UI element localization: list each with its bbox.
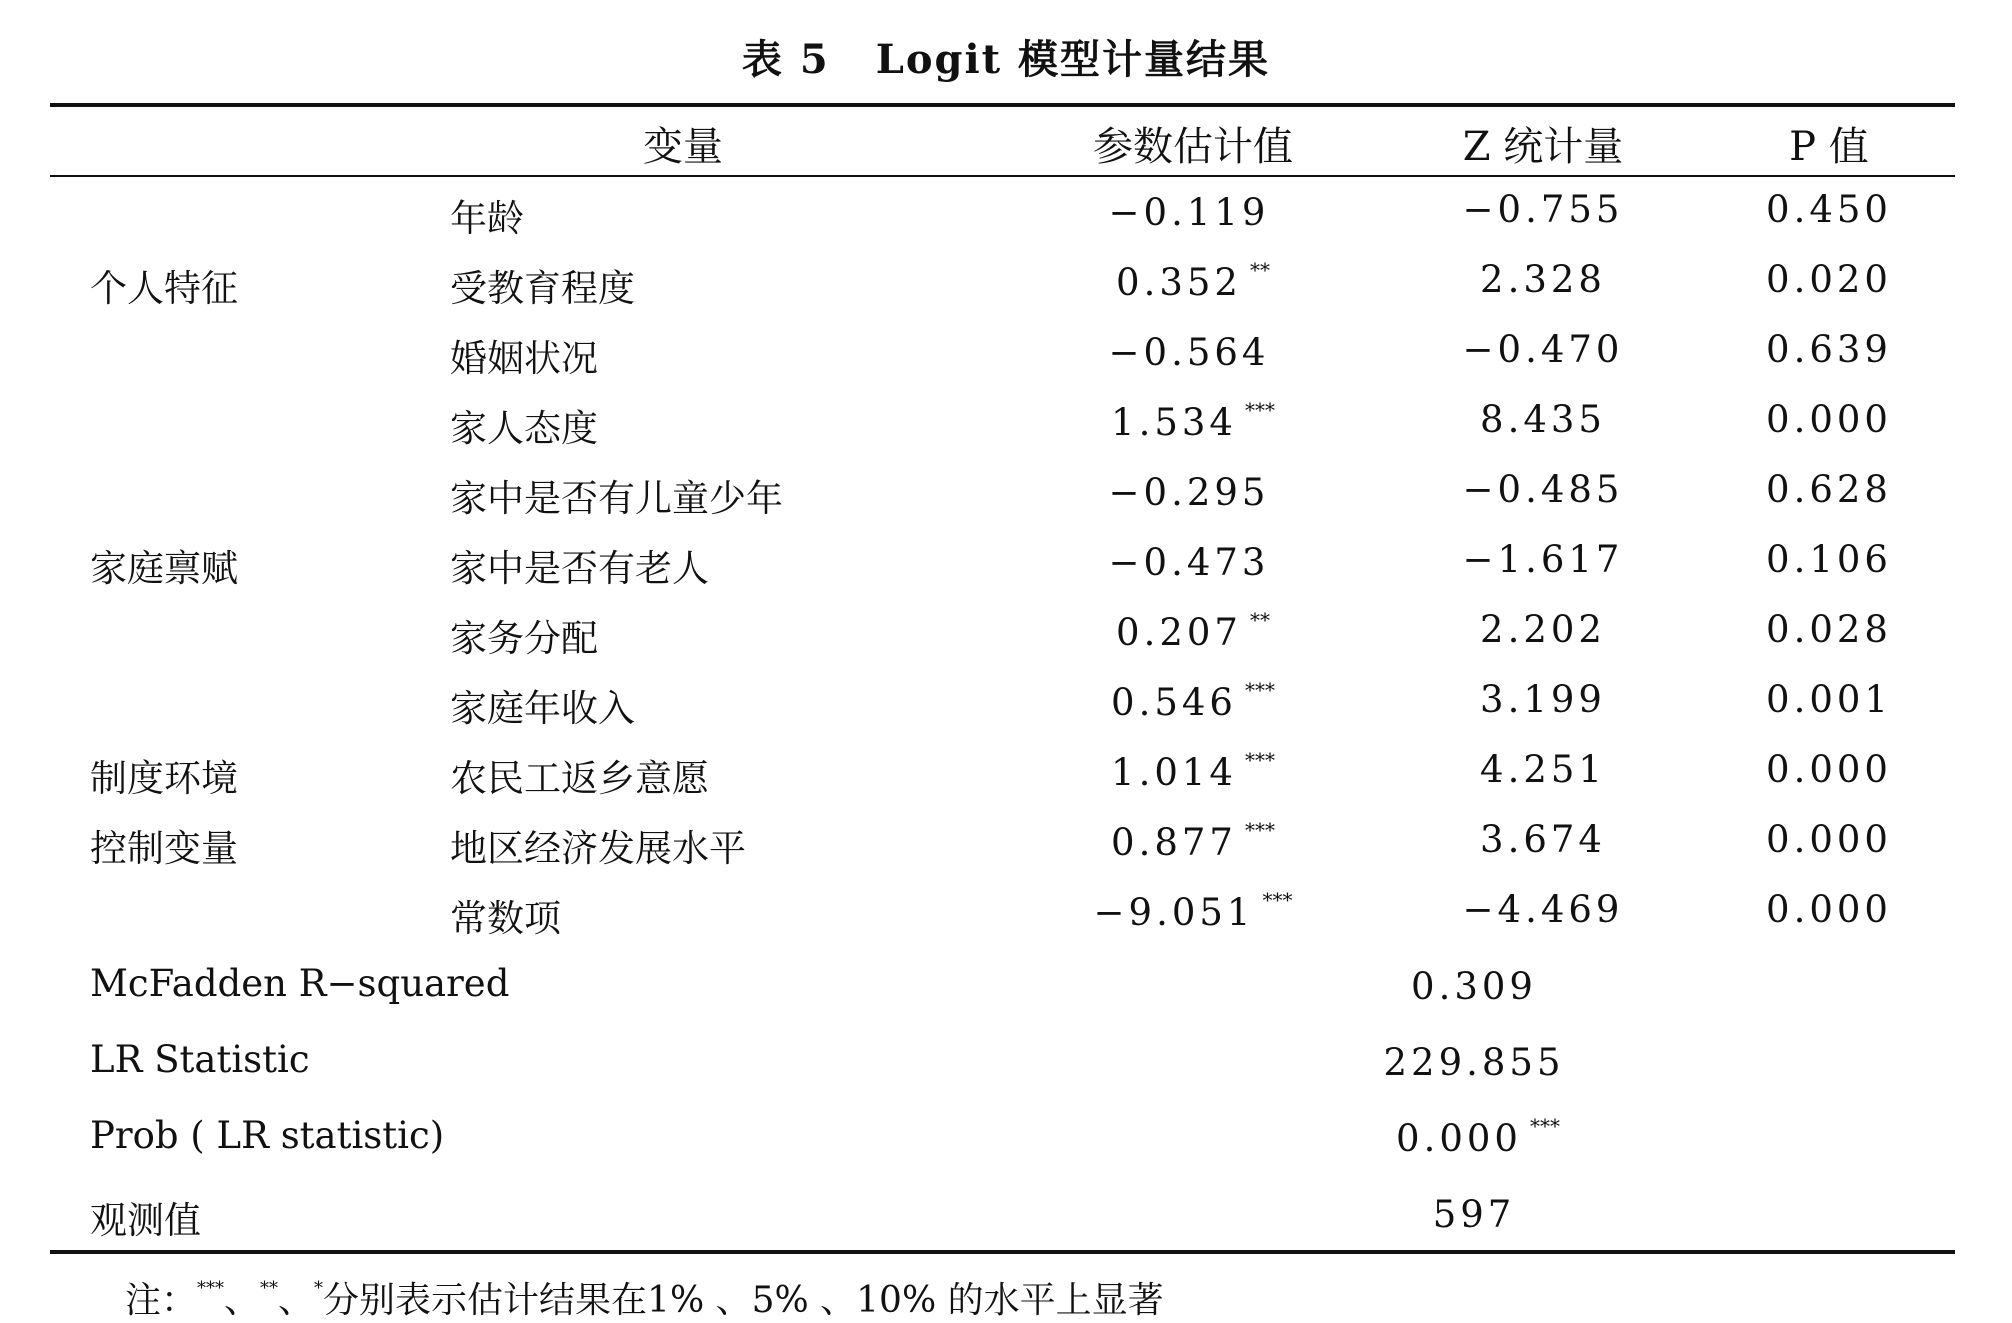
variable-name: 婚姻状况 [450, 337, 598, 380]
coefficient-cell-value: 1.534 [1111, 401, 1237, 444]
coefficient-cell [1111, 748, 1275, 794]
variable-name: 家人态度 [450, 407, 598, 450]
coefficient-cell-significance: *** [1244, 398, 1275, 422]
note-text: 分别表示估计结果在1% 、5% 、10% 的水平上显著 [323, 1280, 1164, 1321]
stat-value-value: 0.309 [1411, 965, 1537, 1008]
z-statistic-cell: 8.435 [1480, 398, 1606, 441]
table-caption: Logit 模型计量结果 [875, 36, 1271, 83]
stat-label: Prob ( LR statistic) [90, 1114, 445, 1157]
note-prefix: 注： [125, 1280, 198, 1321]
table-number: 表 5 [741, 36, 830, 83]
variable-name: 家务分配 [450, 617, 598, 660]
variable-name: 受教育程度 [450, 267, 635, 310]
p-value-cell: 0.000 [1766, 888, 1892, 931]
header-rule [50, 175, 1955, 177]
group-label: 控制变量 [90, 827, 238, 870]
note-sig-10: * [314, 1278, 324, 1299]
coefficient-cell [1111, 398, 1275, 444]
variable-name: 年龄 [450, 197, 524, 240]
coefficient-cell-significance: *** [1244, 818, 1275, 842]
group-label: 制度环境 [90, 757, 238, 800]
coefficient-cell-significance: *** [1244, 678, 1275, 702]
top-rule [50, 103, 1955, 107]
coefficient-cell [1094, 888, 1293, 934]
note-sep-2: 、 [278, 1280, 315, 1321]
coefficient-cell [1109, 538, 1278, 584]
note-sig-5: ** [260, 1278, 279, 1299]
note-sig-1: *** [197, 1278, 225, 1299]
table-title [0, 28, 2012, 85]
coefficient-cell [1116, 258, 1270, 304]
coefficient-cell-value: 1.014 [1111, 751, 1237, 794]
stat-label: LR Statistic [90, 1038, 310, 1081]
group-label: 个人特征 [90, 267, 238, 310]
z-statistic-cell: 3.199 [1480, 678, 1606, 721]
p-value-cell: 0.000 [1766, 818, 1892, 861]
z-statistic-cell: −1.617 [1462, 538, 1624, 581]
stat-value [1383, 1038, 1572, 1084]
p-value-cell: 0.028 [1766, 608, 1892, 651]
stat-value-value: 597 [1432, 1193, 1516, 1236]
stat-value-significance: *** [1529, 1114, 1560, 1138]
group-label: 家庭禀赋 [90, 547, 238, 590]
table-note [125, 1272, 1164, 1323]
coefficient-cell [1111, 678, 1275, 724]
variable-name: 地区经济发展水平 [450, 827, 746, 870]
variable-name: 农民工返乡意愿 [450, 757, 709, 800]
p-value-cell: 0.000 [1766, 748, 1892, 791]
coefficient-cell-significance: *** [1244, 748, 1275, 772]
p-value-cell: 0.000 [1766, 398, 1892, 441]
header-variable: 变量 [643, 124, 723, 170]
z-statistic-cell: 3.674 [1480, 818, 1606, 861]
variable-name: 家中是否有儿童少年 [450, 477, 783, 520]
bottom-rule [50, 1250, 1955, 1254]
z-statistic-cell: 2.328 [1480, 258, 1606, 301]
p-value-cell: 0.001 [1766, 678, 1892, 721]
stat-value [1411, 962, 1545, 1008]
variable-name: 家中是否有老人 [450, 547, 709, 590]
stat-label: 观测值 [90, 1199, 201, 1242]
coefficient-cell [1109, 328, 1278, 374]
coefficient-cell-value: 0.352 [1116, 261, 1242, 304]
coefficient-cell [1111, 818, 1275, 864]
header-z-statistic: Z 统计量 [1462, 124, 1624, 170]
z-statistic-cell: −4.469 [1462, 888, 1624, 931]
note-sep-1: 、 [224, 1280, 261, 1321]
z-statistic-cell: −0.485 [1462, 468, 1624, 511]
stat-value-value: 229.855 [1383, 1041, 1565, 1084]
coefficient-cell-value: 0.877 [1111, 821, 1237, 864]
stat-value [1433, 1190, 1524, 1236]
coefficient-cell [1116, 608, 1270, 654]
p-value-cell: 0.450 [1766, 188, 1892, 231]
header-coefficient: 参数估计值 [1093, 124, 1293, 170]
variable-name: 常数项 [450, 897, 561, 940]
coefficient-cell [1109, 188, 1278, 234]
z-statistic-cell: 2.202 [1480, 608, 1606, 651]
stat-value [1396, 1114, 1560, 1160]
p-value-cell: 0.628 [1766, 468, 1892, 511]
header-p-value: P 值 [1789, 124, 1869, 170]
coefficient-cell-value: −0.564 [1108, 331, 1270, 374]
coefficient-cell-significance: ** [1249, 258, 1270, 282]
stat-value-value: 0.000 [1396, 1117, 1522, 1160]
z-statistic-cell: −0.470 [1462, 328, 1624, 371]
coefficient-cell-significance: *** [1262, 888, 1293, 912]
coefficient-cell-value: −9.051 [1093, 891, 1255, 934]
variable-name: 家庭年收入 [450, 687, 635, 730]
stat-label: McFadden R−squared [90, 962, 510, 1005]
coefficient-cell-significance: ** [1249, 608, 1270, 632]
coefficient-cell [1109, 468, 1278, 514]
coefficient-cell-value: −0.473 [1108, 541, 1270, 584]
coefficient-cell-value: 0.546 [1111, 681, 1237, 724]
z-statistic-cell: 4.251 [1480, 748, 1606, 791]
coefficient-cell-value: −0.119 [1108, 191, 1270, 234]
p-value-cell: 0.020 [1766, 258, 1892, 301]
p-value-cell: 0.639 [1766, 328, 1892, 371]
p-value-cell: 0.106 [1766, 538, 1892, 581]
coefficient-cell-value: 0.207 [1116, 611, 1242, 654]
z-statistic-cell: −0.755 [1462, 188, 1624, 231]
coefficient-cell-value: −0.295 [1108, 471, 1270, 514]
